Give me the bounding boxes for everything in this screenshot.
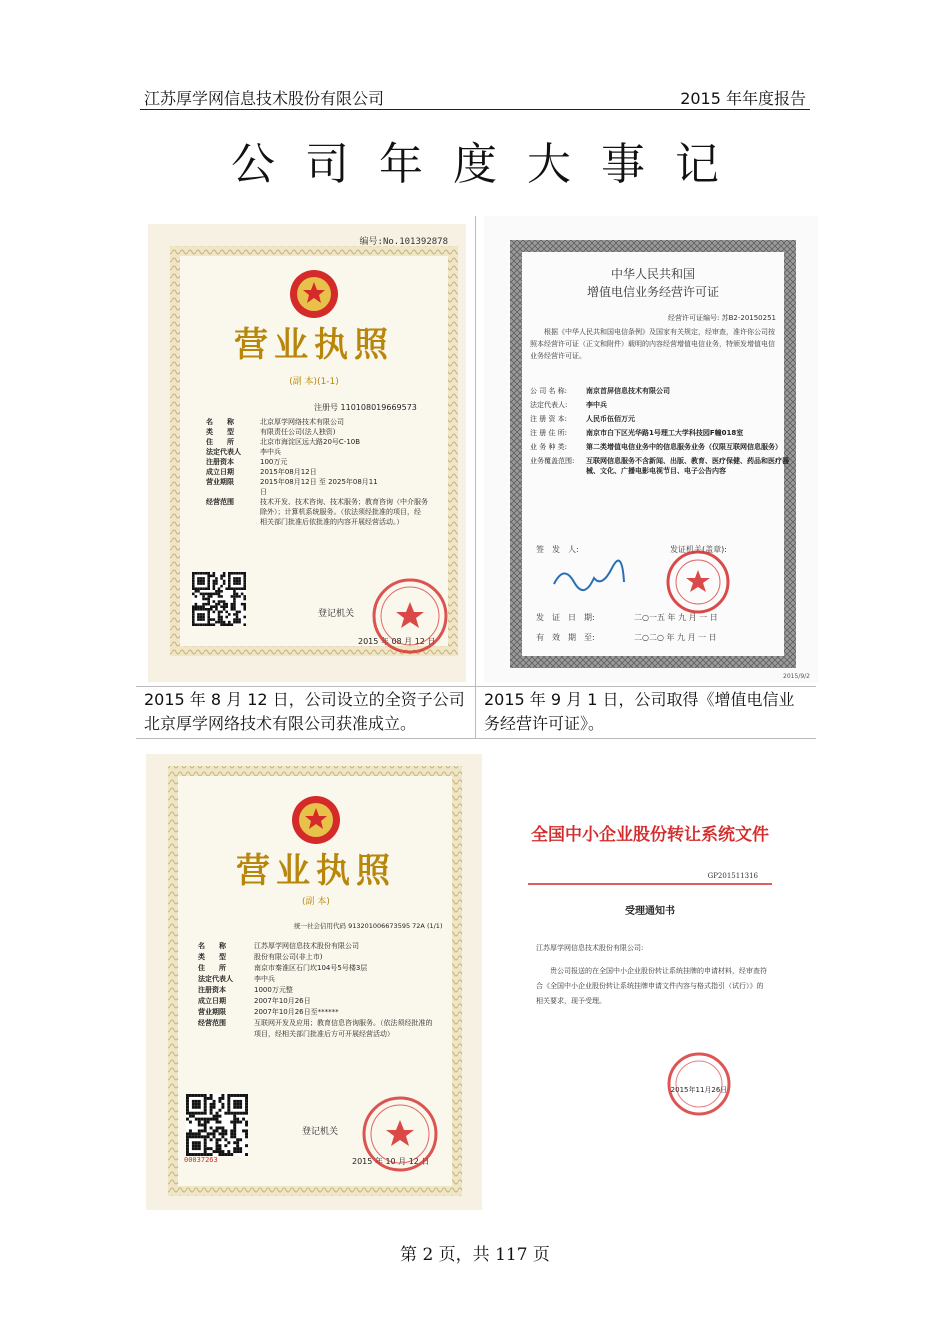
business-license-beijing [148,224,466,682]
license1-title: 营业执照 [234,325,394,365]
permit-field-label: 业务覆盖范围: [530,457,575,465]
license1-subtitle: (副 本)(1-1) [289,377,339,387]
license3-serial: 00037263 [184,1156,218,1164]
page-number: 第 2 页，共 117 页 [400,1245,550,1265]
license-field-label: 成立日期 [206,468,234,476]
business-license-jiangsu [146,754,482,1210]
license-field-label: 法定代表人 [198,975,233,983]
notice-title: 受理通知书 [625,906,675,917]
license2-title-l2: 增值电信业务经营许可证 [586,285,720,299]
permit-row [530,414,792,424]
license2-intro: 根据《中华人民共和国电信条例》及国家有关规定，经审查，准许你公司按照本经营许可证（正文和附件）载明的内容经营增值电信业务，特颁发增值电信业务经营许可证。 [530,328,775,360]
license3-credit-code: 统一社会信用代码 913201006673595 72A (1/1) [294,922,443,930]
permit-field-label: 注 册 住 所: [530,429,568,437]
permit-field-label: 业 务 种 类: [530,443,568,451]
permit-field-value: 第二类增值电信业务中的信息服务业务（仅限互联网信息服务） [586,443,782,451]
license-field-value: 相关部门批准后依批准的内容开展经营活动。） [260,518,404,526]
license1-reg-authority: 登记机关 [318,609,355,619]
qr-code-icon [186,1094,248,1156]
license2-issue-date: 二○一五 年 九 月 一 日 [634,613,718,622]
header-report: 2015 年年度报告 [680,89,806,108]
caption-beijing-subsidiary: 2015 年 8 月 12 日，公司设立的全资子公司北京厚学网络技术有限公司获准成立。 [144,690,465,733]
license2-signer: 签 发 人: [536,545,579,554]
license-field-value: 技术开发、技术咨询、技术服务；教育咨询（中介服务 [260,498,428,506]
license2-valid-key: 有 效 期 至: [536,633,595,642]
notice-header: 全国中小企业股份转让系统文件 [531,825,769,845]
license-field-label: 住 所 [206,438,234,446]
page-title: 公司年度大事记 [231,139,749,190]
license-field-label: 成立日期 [198,997,226,1005]
permit-field-value: 李中兵 [586,401,607,409]
national-emblem-icon [292,796,340,844]
notice-date: 2015年11月26日 [670,1086,728,1094]
license-field-value: 项目，经相关部门批准后方可开展经营活动） [254,1030,394,1038]
license2-valid-until: 二○二○ 年 九 月 一 日 [634,633,717,642]
license-field-label: 类 型 [198,953,226,961]
permit-row [530,400,792,410]
license-field-value: 除外）；计算机系统服务。（依法须经批准的项目，经 [260,508,421,516]
permit-field-label: 法定代表人: [530,401,568,409]
license-field-value: 股份有限公司(非上市) [254,953,323,961]
license-field-value: 北京市海淀区远大路20号C-10B [260,438,361,446]
permit-row [530,428,792,438]
license-field-value: 有限责任公司(法人独资) [260,428,336,436]
license-field-value: 李中兵 [260,448,281,456]
license-field-value: 2015年08月12日 至 2025年08月11 [260,478,378,486]
license1-date: 2015 年 08 月 12 日 [358,637,436,646]
license-field-label: 经营范围 [198,1019,226,1027]
license2-issue-date-key: 发 证 日 期: [536,613,595,622]
caption-telecom-permit: 2015 年 9 月 1 日，公司取得《增值电信业务经营许可证》。 [484,690,795,733]
telecom-operating-permit [484,216,818,682]
license-field-label: 注册资本 [198,986,226,994]
license-field-label: 法定代表人 [206,448,241,456]
license-field-label: 名 称 [206,418,234,426]
license-field-label: 住 所 [198,964,226,972]
permit-field-label: 注 册 资 本: [530,415,568,423]
page-header [140,86,810,110]
license-field-value: 1000万元整 [254,986,293,994]
license-field-label: 注册资本 [206,458,234,466]
permit-field-value: 南京市白下区光华路1号理工大学科技园F幢018室 [586,429,744,437]
permit-row [530,386,792,396]
license3-title: 营业执照 [236,851,396,891]
license-field-value: 2015年08月12日 [260,468,317,476]
acceptance-notice [500,800,800,1140]
license-field-value: 100万元 [260,458,288,466]
permit-row [530,456,792,476]
qr-code-icon [192,572,246,626]
notice-addressee: 江苏厚学网信息技术股份有限公司: [536,944,644,952]
license-field-label: 营业期限 [198,1008,226,1016]
license-field-value: 江苏厚学网信息技术股份有限公司 [254,942,359,950]
notice-doc-no: GP201511316 [707,872,758,880]
license-field-label: 名 称 [198,942,226,950]
permit-field-value: 互联网信息服务不含新闻、出版、教育、医疗保健、药品和医疗器械、文化、广播电影电视节目、电子公告内容 [586,457,789,475]
license-field-label: 类 型 [206,428,234,436]
national-emblem-icon [290,270,338,318]
permit-row [530,442,792,452]
license2-footer: 2015/9/2 [783,673,810,680]
license-field-label: 营业期限 [206,478,234,486]
license-field-value: 李中兵 [254,975,275,983]
license-field-value: 北京厚学网络技术有限公司 [260,418,344,426]
license3-date: 2015 年 10 月 12 日 [352,1157,430,1166]
license2-issuer: 发证机关(盖章): [670,545,727,554]
header-company: 江苏厚学网信息技术股份有限公司 [144,89,385,108]
license1-number: 编号:No.101392878 [359,237,448,247]
license3-subtitle: (副 本) [302,897,330,907]
notice-body: 贵公司报送的在全国中小企业股份转让系统挂牌的申请材料，经审查符合《全国中小企业股份转让系统挂牌申请文件内容与格式指引（试行）》的相关要求，现予受理。 [536,967,767,1005]
permit-field-value: 南京首屏信息技术有限公司 [586,387,670,395]
license-field-value: 2007年10月26日至****** [254,1008,339,1016]
license2-title-l1: 中华人民共和国 [610,267,696,281]
license3-reg-authority: 登记机关 [302,1127,339,1137]
license1-reg-no: 注册号 110108019669573 [314,403,417,412]
license-field-value: 日 [260,488,267,496]
permit-field-label: 公 司 名 称: [530,387,568,395]
license-field-value: 互联网开发及应用；教育信息咨询服务。（依法须经批准的 [254,1019,433,1027]
license-field-value: 2007年10月26日 [254,997,311,1005]
permit-field-value: 人民币伍佰万元 [586,415,635,423]
license2-permit-no: 经营许可证编号: 苏B2-20150251 [668,314,776,322]
license-field-value: 南京市秦淮区石门坎104号5号楼3层 [254,964,368,972]
license-field-label: 经营范围 [206,498,234,506]
